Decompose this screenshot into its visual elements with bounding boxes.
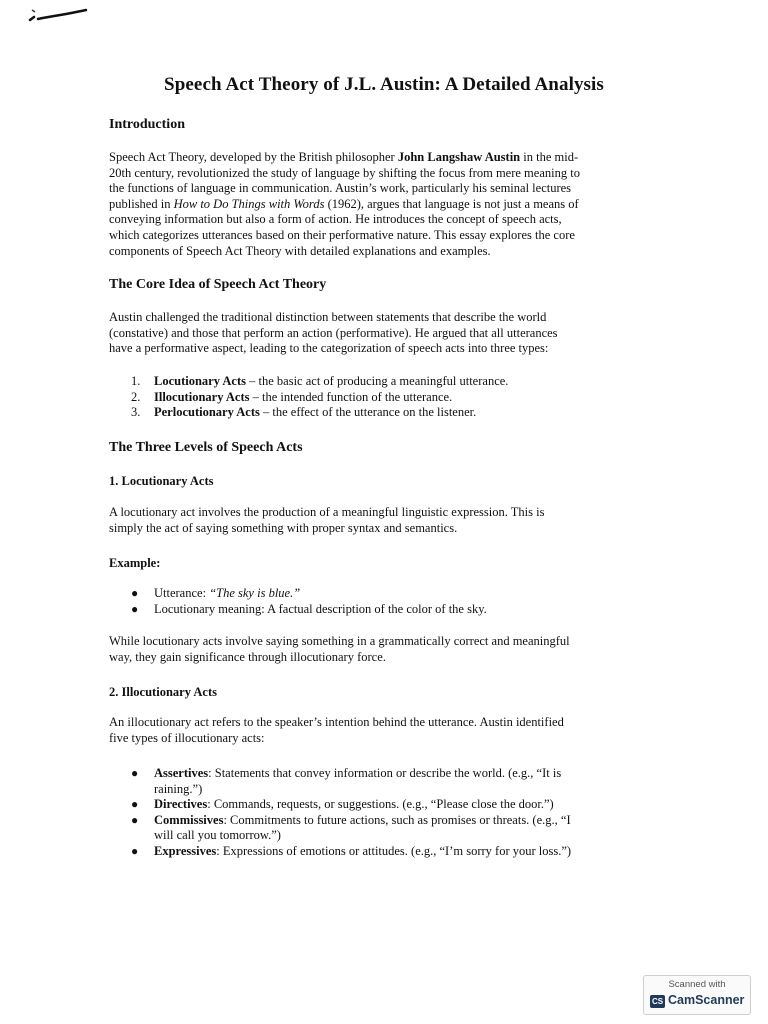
list-item	[109, 813, 665, 844]
bullet-icon: ●	[131, 843, 139, 858]
list-item	[109, 766, 665, 797]
three-levels-heading: The Three Levels of Speech Acts	[109, 440, 303, 455]
item-desc: – the basic act of producing a meaningful utterance.	[246, 374, 509, 388]
closing-line: way, they gain significance through illocutionary force.	[109, 649, 386, 664]
illocutionary-paragraph	[109, 715, 665, 746]
intro-line: components of Speech Act Theory with detailed explanations and examples.	[109, 243, 491, 258]
core-idea-paragraph	[109, 310, 665, 357]
bullet-text: : Statements that convey information or describe the world. (e.g., “It is	[208, 766, 562, 780]
bullet-term: Expressives	[154, 843, 217, 858]
bullet-label: Locutionary meaning: A factual description of the color of the sky.	[154, 601, 487, 616]
list-item	[109, 390, 508, 406]
bullet-icon: ●	[131, 601, 139, 616]
bullet-text: : Commitments to future actions, such as promises or threats. (e.g., “I	[223, 812, 571, 827]
item-number: 1.	[131, 374, 141, 388]
list-item	[109, 797, 665, 813]
illocutionary-heading: 2. Illocutionary Acts	[109, 685, 217, 699]
watermark-caption: Scanned with	[668, 979, 726, 990]
item-desc: – the effect of the utterance on the listener.	[259, 405, 477, 420]
bullet-text-continued: will call you tomorrow.”)	[154, 828, 281, 843]
introduction-paragraph	[109, 150, 665, 259]
bullet-text: : Commands, requests, or suggestions. (e.g., “Please close the door.”)	[207, 797, 554, 812]
closing-line: While locutionary acts involve saying something in a grammatically correct and meaningful	[109, 634, 570, 648]
core-line: Austin challenged the traditional distinction between statements that describe the world	[109, 310, 547, 324]
bullet-icon: ●	[131, 797, 139, 812]
intro-line: Speech Act Theory, developed by the British philosopher John Langshaw Austin in the mid-	[109, 150, 579, 164]
bullet-icon: ●	[131, 766, 139, 780]
item-term: Perlocutionary Acts	[154, 405, 260, 420]
locutionary-line: A locutionary act involves the production of a meaningful linguistic expression. This is	[109, 505, 545, 519]
item-number: 2.	[131, 389, 141, 404]
camscanner-logo-icon: CS	[651, 997, 664, 1006]
intro-line: published in How to Do Things with Words (1962), argues that language is not just a means of	[109, 196, 579, 211]
illocutionary-line: An illocutionary act refers to the speaker’s intention behind the utterance. Austin identified	[109, 715, 564, 729]
bullet-text-continued: raining.”)	[154, 781, 203, 796]
bullet-term: Directives	[154, 797, 208, 812]
locutionary-heading: 1. Locutionary Acts	[109, 474, 214, 488]
document-title: Speech Act Theory of J.L. Austin: A Detailed Analysis	[164, 74, 604, 95]
core-line: have a performative aspect, leading to the categorization of speech acts into three types:	[109, 341, 549, 356]
list-item	[109, 602, 665, 618]
bullet-icon: ●	[131, 586, 139, 600]
illocutionary-line: five types of illocutionary acts:	[109, 730, 265, 745]
bullet-term: Assertives	[154, 766, 209, 780]
item-term: Locutionary Acts	[154, 374, 247, 388]
bullet-term: Commissives	[154, 812, 224, 827]
intro-line: which categorizes utterances based on their performative nature. This essay explores the core	[109, 227, 575, 242]
list-item	[109, 374, 508, 390]
item-desc: – the intended function of the utterance.	[249, 389, 453, 404]
locutionary-paragraph	[109, 505, 665, 536]
core-idea-heading: The Core Idea of Speech Act Theory	[109, 277, 327, 292]
example-bullets	[109, 586, 665, 617]
list-item	[109, 844, 665, 860]
locutionary-line: simply the act of saying something with proper syntax and semantics.	[109, 520, 458, 535]
intro-line: 20th century, revolutionized the study of language by shifting the focus from mere meaning to	[109, 165, 580, 180]
watermark-brand: CamScanner	[668, 993, 745, 1007]
introduction-heading: Introduction	[109, 117, 185, 132]
example-label: Example:	[109, 556, 161, 570]
bullet-icon: ●	[131, 812, 139, 827]
camscanner-watermark	[643, 975, 751, 1015]
bullet-text: : Expressions of emotions or attitudes. (e.g., “I’m sorry for your loss.”)	[216, 843, 572, 858]
bullet-label: Utterance:	[154, 586, 210, 600]
pen-mark	[28, 4, 92, 26]
speech-act-types-list	[109, 374, 508, 421]
locutionary-closing-paragraph	[109, 634, 665, 665]
list-item	[109, 586, 665, 602]
intro-line: conveying information but also a form of action. He introduces the concept of speech acts,	[109, 212, 562, 227]
item-term: Illocutionary Acts	[154, 389, 250, 404]
intro-line: the functions of language in communication. Austin’s work, particularly his seminal lectures	[109, 181, 572, 196]
bullet-value: “The sky is blue.”	[209, 586, 301, 600]
illocutionary-types-list	[109, 766, 665, 860]
core-line: (constative) and those that perform an action (performative). He argued that all utterances	[109, 325, 558, 340]
list-item	[109, 405, 508, 421]
item-number: 3.	[131, 405, 141, 420]
